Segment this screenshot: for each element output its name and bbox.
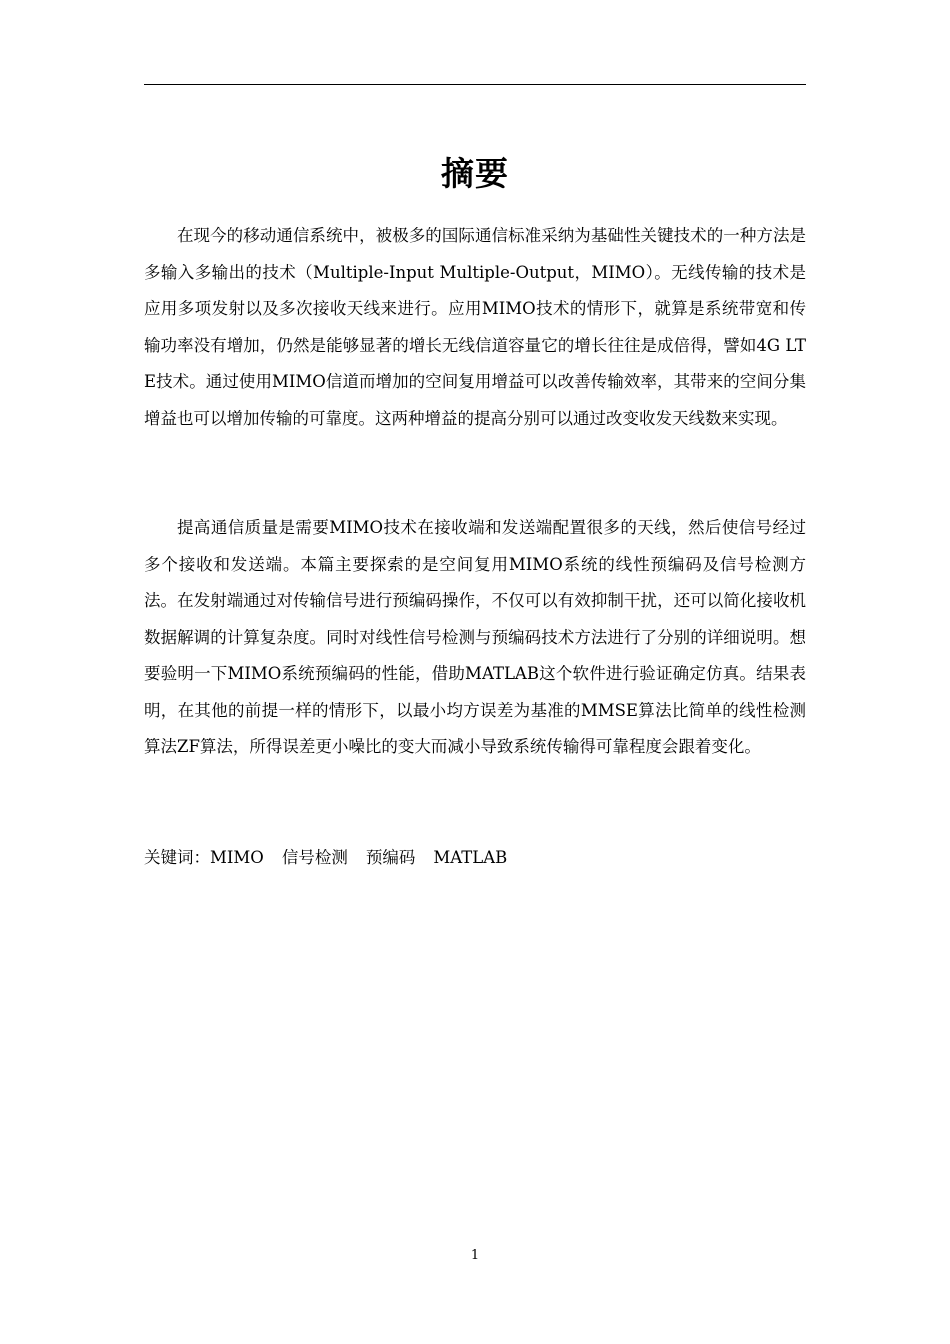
page-number: 1	[470, 1248, 480, 1263]
keywords-line	[144, 840, 806, 876]
abstract-title: 摘要	[441, 154, 509, 193]
abstract-paragraph-2: 提高通信质量是需要MIMO技术在接收端和发送端配置很多的天线，然后使信号经过多个接收和发送端。本篇主要探索的是空间复用MIMO系统的线性预编码及信号检测方法。在发射端通过对传输信号进行预编码操作，不仅可以有效抑制干扰，还可以简化接收机数据解调的计算复杂度。同时对线性信号检测与预编码技术方法进行了分别的详细说明。想要验明一下MIMO系统预编码的性能，借助MATLAB这个软件进行验证确定仿真。结果表明，在其他的前提一样的情形下，以最小均方误差为基准的MMSE算法比简单的线性检测算法ZF算法，所得误差更小噪比的变大而减小导致系统传输得可靠程度会跟着变化。	[144, 518, 806, 756]
keyword-item: 预编码	[365, 848, 416, 867]
keyword-item: 信号检测	[281, 848, 348, 867]
keyword-item: MATLAB	[433, 848, 508, 867]
abstract-paragraph-1: 在现今的移动通信系统中，被极多的国际通信标准采纳为基础性关键技术的一种方法是多输入多输出的技术（Multiple-Input Multiple-Output，MIMO）。无线传输的技术是应用多项发射以及多次接收天线来进行。应用MIMO技术的情形下，就算是系统带宽和传输功率没有增加，仍然是能够显著的增长无线信道容量它的增长往往是成倍得，譬如4G LTE技术。通过使用MIMO信道而增加的空间复用增益可以改善传输效率，其带来的空间分集增益也可以增加传输的可靠度。这两种增益的提高分别可以通过改变收发天线数来实现。	[144, 226, 806, 428]
keywords-label: 关键词：	[144, 848, 210, 867]
header-rule	[144, 84, 806, 85]
keyword-item: MIMO	[210, 848, 264, 867]
